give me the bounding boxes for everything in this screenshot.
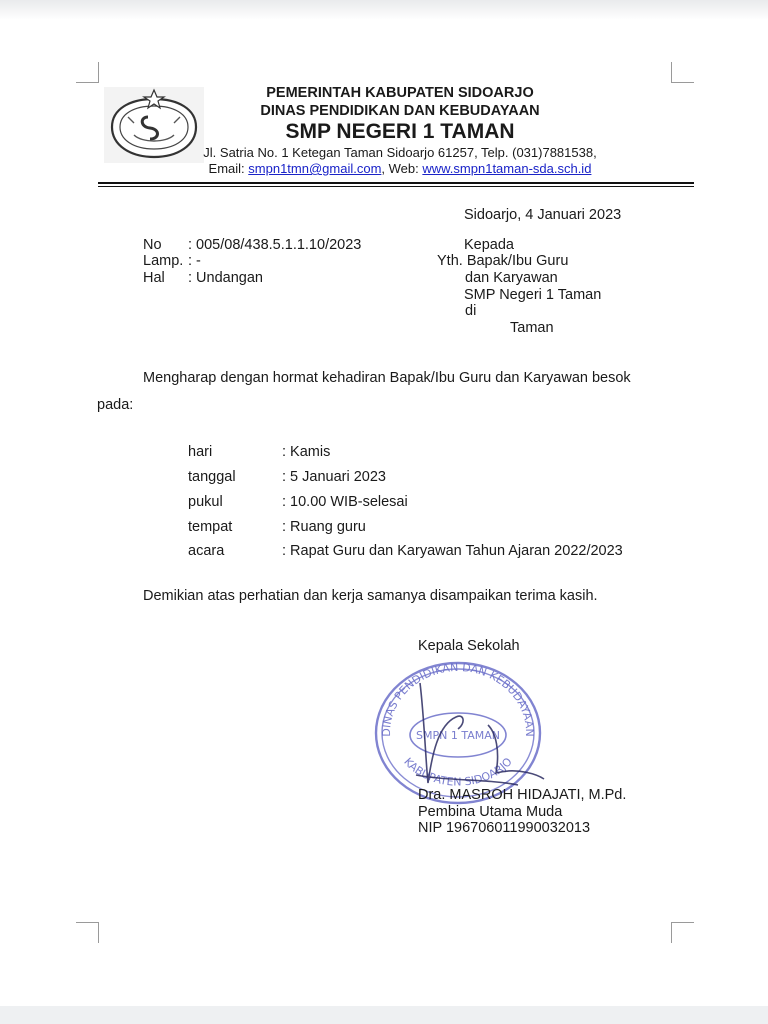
header-address: Jl. Satria No. 1 Ketegan Taman Sidoarjo 61257, Telp. (031)7881538, — [203, 145, 597, 160]
subject-value: : Undangan — [188, 270, 263, 286]
stamp-top-text: DINAS PENDIDIKAN DAN KEBUDAYAAN — [379, 660, 537, 737]
detail-label: tanggal — [188, 469, 236, 485]
stamp-center-text: SMPN 1 TAMAN — [416, 729, 500, 742]
recipient-line: Kepada — [464, 237, 514, 253]
signer-rank: Pembina Utama Muda — [418, 804, 563, 820]
crop-mark-top-left — [76, 62, 99, 83]
detail-label: pukul — [188, 494, 223, 510]
detail-label: hari — [188, 444, 213, 460]
number-value: : 005/08/438.5.1.1.10/2023 — [188, 237, 362, 253]
header-rule-thick — [98, 182, 694, 184]
detail-value: : 5 Januari 2023 — [282, 469, 386, 485]
opening-paragraph-cont: pada: — [97, 397, 134, 413]
detail-value: : 10.00 WIB-selesai — [282, 494, 408, 510]
email-link[interactable]: smpn1tmn@gmail.com — [248, 161, 382, 176]
detail-value: : Rapat Guru dan Karyawan Tahun Ajaran 2022/2023 — [282, 543, 623, 559]
stamp-bottom-text: KABUPATEN SIDOARJO — [401, 755, 515, 789]
crop-mark-bottom-left — [76, 922, 99, 943]
web-label: , Web: — [381, 161, 423, 176]
crop-mark-top-right — [671, 62, 694, 83]
recipient-line: dan Karyawan — [465, 270, 558, 286]
detail-label: tempat — [188, 519, 233, 535]
signer-nip: NIP 196706011990032013 — [418, 820, 591, 836]
viewer-top-shade — [0, 0, 768, 20]
detail-value: : Ruang guru — [282, 519, 366, 535]
header-department: DINAS PENDIDIKAN DAN KEBUDAYAAN — [260, 103, 540, 119]
recipient-line: di — [465, 303, 477, 319]
opening-paragraph: Mengharap dengan hormat kehadiran Bapak/Ibu Guru dan Karyawan besok — [143, 370, 631, 386]
subject-label: Hal — [143, 270, 165, 286]
recipient-line: Yth. Bapak/Ibu Guru — [437, 253, 569, 269]
recipient-line: Taman — [510, 320, 554, 336]
header-government: PEMERINTAH KABUPATEN SIDOARJO — [266, 85, 534, 101]
detail-label: acara — [188, 543, 225, 559]
detail-value: : Kamis — [282, 444, 331, 460]
viewer-bottom-shade — [0, 1006, 768, 1024]
header-contact — [0, 161, 768, 176]
email-label: Email: — [208, 161, 249, 176]
signer-name: Dra. MASROH HIDAJATI, M.Pd. — [418, 787, 627, 803]
recipient-line: SMP Negeri 1 Taman — [464, 287, 602, 303]
header-rule-thin — [98, 186, 694, 187]
crop-mark-bottom-right — [671, 922, 694, 943]
signer-title: Kepala Sekolah — [418, 638, 520, 654]
attachment-value: : - — [188, 253, 201, 269]
attachment-label: Lamp. — [143, 253, 184, 269]
letter-date: Sidoarjo, 4 Januari 2023 — [464, 207, 622, 223]
header-school-name: SMP NEGERI 1 TAMAN — [285, 120, 515, 143]
closing-paragraph: Demikian atas perhatian dan kerja samanya disampaikan terima kasih. — [143, 588, 598, 604]
number-label: No — [143, 237, 162, 253]
official-stamp — [368, 655, 548, 805]
website-link[interactable]: www.smpn1taman-sda.sch.id — [422, 161, 592, 176]
